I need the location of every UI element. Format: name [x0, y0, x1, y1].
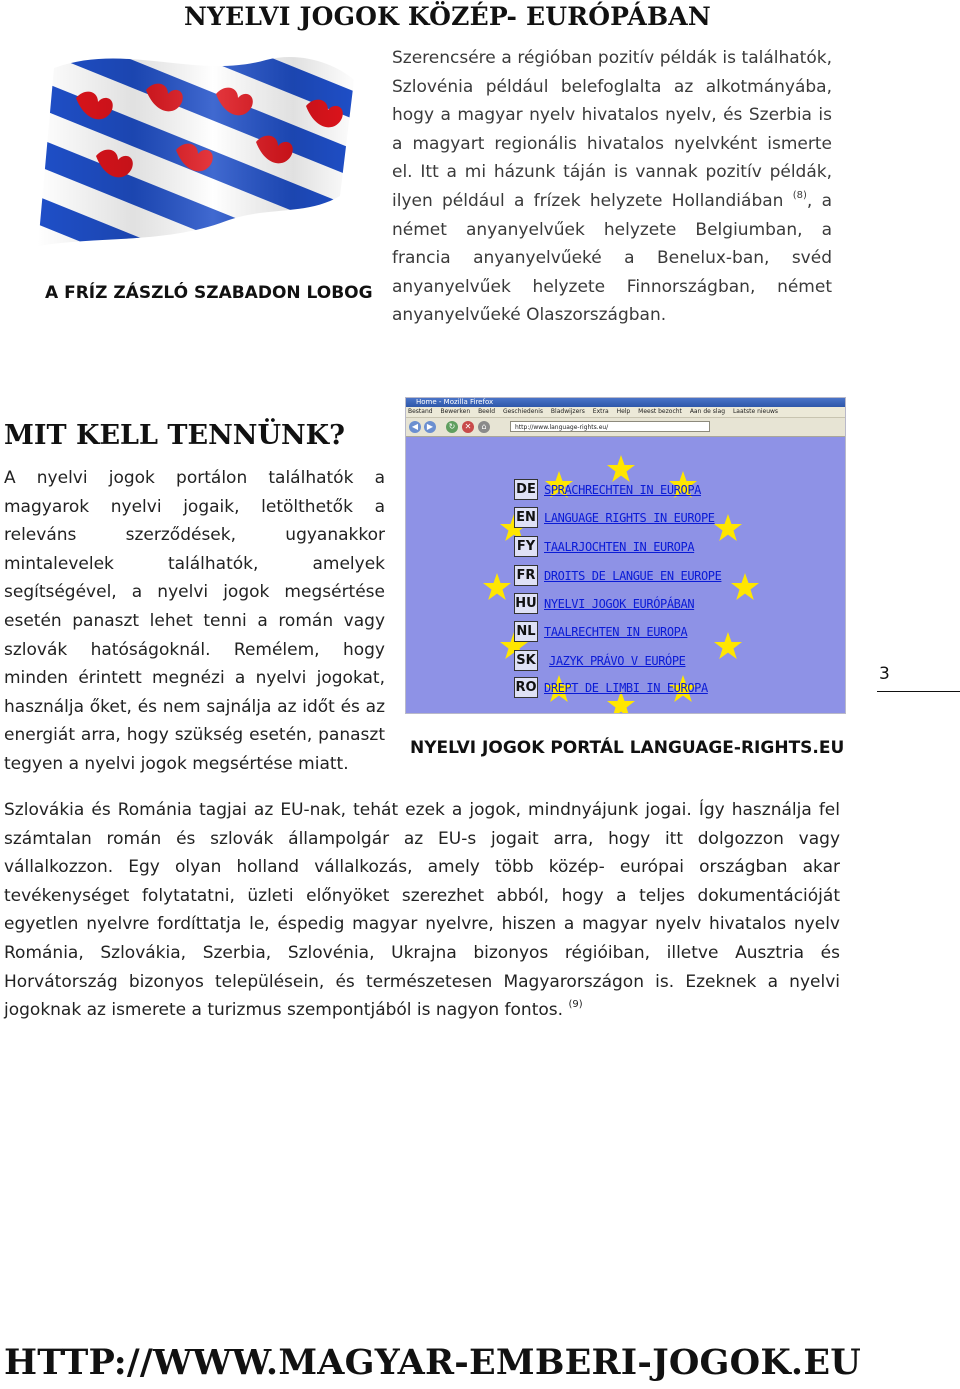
language-row: [514, 650, 686, 672]
language-row: [514, 621, 687, 643]
closing-text: Szlovákia és Románia tagjai az EU-nak, tehát ezek a jogok, mindnyájunk jogai. Így használja fel számtalan román és szlovák állampolgár az EU-s jogait arra, hogy itt dolgozzon vagy vállalkozzon. Egy olyan holland vállalkozás, amely több közép- európai országban akar tevékenységet folytatatni, üzleti előnyöket szerezhet abból, hogy a teljes dokumentációját egyetlen nyelvre fordíttatja le, éspedig magyar nyelvre, hiszen a magyar nyelv hivatalos nyelv Románia, Szlovákia, Szerbia, Szlovénia, Ukrajna bizonyos régióiban, illetve Ausztria és Horvátország bizonyos településein, és természetesen Magyarországon is. Ezeknek a nyelvi jogoknak az ismerete a turizmus szempontjából is nagyon fontos.: [4, 800, 840, 1021]
browser-menu-item: Bestand: [408, 408, 433, 415]
browser-bookmark: Laatste nieuws: [732, 408, 779, 415]
language-link: JAZYK PRÁVO V EURÓPE: [549, 653, 686, 668]
language-code: FR: [514, 565, 538, 586]
reload-icon: ↻: [446, 421, 458, 433]
language-row: [514, 593, 694, 615]
star-icon: [713, 513, 743, 543]
language-link: TAALRECHTEN IN EUROPA: [544, 624, 688, 639]
intro-text-after: , a német anyanyelvűek helyzete Belgiumban, a francia anyanyelvűeké a Benelux-ban, svéd anyanyelvűek helyzete Finnországban, német anyanyelvűeké Olaszországban.: [392, 190, 832, 326]
frisian-flag-icon: [36, 46, 358, 258]
language-link: NYELVI JOGOK EURÓPÁBAN: [544, 596, 695, 611]
browser-titlebar: Home - Mozilla Firefox: [406, 398, 845, 407]
language-row: [514, 507, 715, 529]
language-code: NL: [514, 621, 538, 642]
language-code: SK: [514, 650, 538, 671]
language-row: [514, 536, 694, 558]
back-arrow-icon: ◀: [409, 421, 421, 433]
page-title: NYELVI JOGOK KÖZÉP- EURÓPÁBAN: [184, 2, 711, 31]
stop-icon: ✕: [462, 421, 474, 433]
browser-menu-item: Help: [616, 408, 631, 415]
browser-menu-item: Extra: [592, 408, 609, 415]
footnote-8: (8): [792, 189, 807, 201]
section-paragraph: A nyelvi jogok portálon találhatók a magyarok nyelvi jogaik, letölthetők a releváns szerződések, ugyanakkor mintalevelek találhatók, amelyek segítségével, a nyelvi jogok megsértése esetén panaszt lehet tenni a román vagy szlovák hatóságoknál. Remélem, hogy minden érintett megnézi a nyelvi jogokat, használja őket, és nem sajnálja az időt és az energiát arra, hogy szükség esetén, panaszt tegyen a nyelvi jogok megsértése miatt.: [4, 468, 385, 774]
footnote-9: (9): [568, 999, 583, 1011]
language-link: SPRACHRECHTEN IN EUROPA: [544, 482, 701, 497]
flag-caption: A FRÍZ ZÁSZLÓ SZABADON LOBOG: [45, 283, 373, 303]
language-row: [514, 479, 701, 501]
language-code: EN: [514, 507, 538, 528]
forward-arrow-icon: ▶: [424, 421, 436, 433]
language-link: TAALRJOCHTEN IN EUROPA: [544, 539, 695, 554]
browser-menu-item: Bladwijzers: [550, 408, 585, 415]
language-code: FY: [514, 536, 538, 557]
browser-screenshot: [405, 397, 846, 714]
star-icon: [713, 631, 743, 661]
browser-caption: NYELVI JOGOK PORTÁL LANGUAGE-RIGHTS.EU: [410, 738, 845, 758]
language-row: [514, 677, 708, 699]
language-row: [514, 565, 721, 587]
browser-menu-item: Geschiedenis: [502, 408, 543, 415]
browser-menu-item: Bewerken: [440, 408, 471, 415]
browser-bookmark: Aan de slag: [689, 408, 726, 415]
intro-paragraph: [392, 44, 832, 330]
language-link: DROITS DE LANGUE EN EUROPE: [544, 568, 722, 583]
closing-paragraph: [4, 796, 840, 1025]
language-code: RO: [514, 677, 538, 698]
footer-url: HTTP://WWW.MAGYAR-EMBERI-JOGOK.EU: [4, 1342, 861, 1383]
browser-bookmark: Meest bezocht: [638, 408, 682, 415]
browser-navbar: [406, 418, 845, 437]
star-icon: [482, 572, 512, 602]
browser-menu-item: Beeld: [478, 408, 496, 415]
home-icon: ⌂: [478, 421, 490, 433]
language-link: DREPT DE LIMBI IN EUROPA: [544, 680, 708, 695]
section-heading: MIT KELL TENNÜNK?: [4, 420, 345, 451]
language-code: HU: [514, 593, 538, 614]
page-number: 3: [879, 664, 890, 684]
star-icon: [730, 572, 760, 602]
browser-page-content: [406, 437, 845, 713]
browser-url-field: http://www.language-rights.eu/: [510, 421, 710, 432]
intro-text-before: Szerencsére a régióban pozitív példák is találhatók, Szlovénia például belefoglalta az alkotmányába, hogy a magyar nyelv hivatalos nyelv, és Szerbia is a magyart regionális hivatalos nyelvként ismerte el. Itt a mi házunk táján is vannak pozitív példák, ilyen például a frízek helyzete Hollandiában: [392, 48, 832, 211]
language-code: DE: [514, 479, 538, 500]
page-number-rule: [877, 691, 960, 692]
language-link: LANGUAGE RIGHTS IN EUROPE: [544, 510, 715, 525]
browser-menubar: [406, 407, 845, 418]
